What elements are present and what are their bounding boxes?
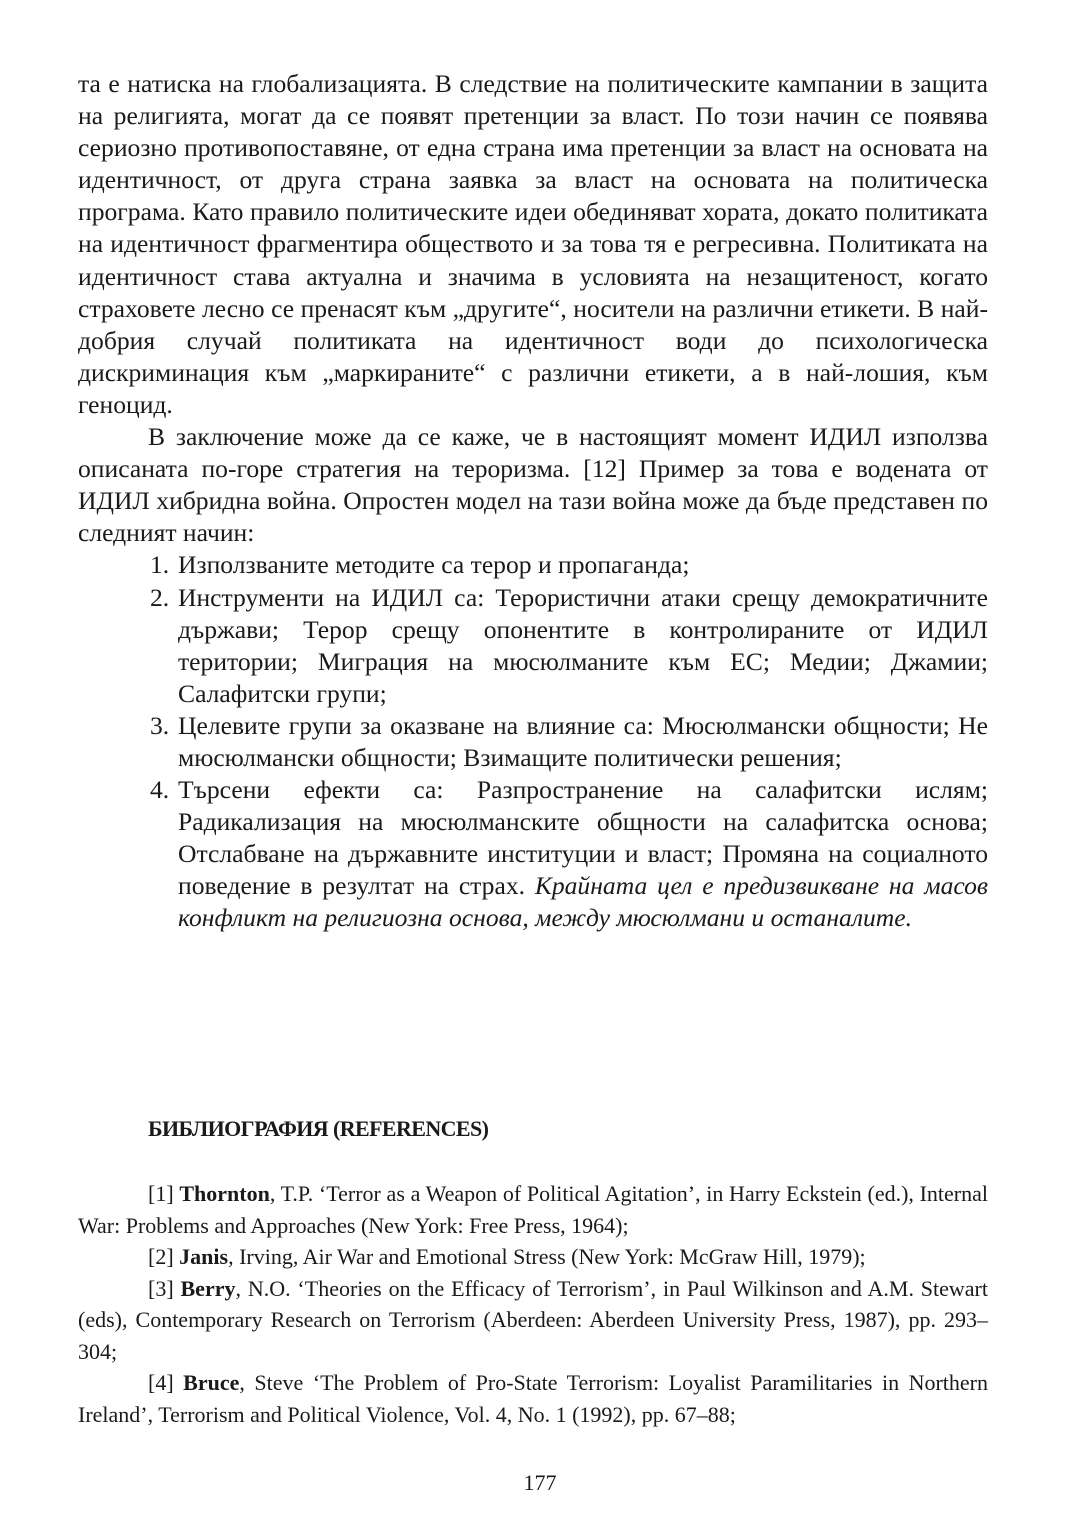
page-number: 177	[523, 1470, 557, 1495]
hybrid-war-model-list	[78, 549, 988, 934]
body-text	[78, 68, 988, 935]
paragraph-conclusion: В заключение може да се каже, че в настоящият момент ИДИЛ използва описаната по-горе стратегия на тероризма. [12] Пример за това е водената от ИДИЛ хибридна война. Опростен модел на тази война може да бъде представен по следният начин:	[78, 422, 988, 548]
paragraph-identity-politics: та е натиска на глобализацията. В следствие на политическите кампании в защита на религията, могат да се появят претенции за власт. По този начин се появява сериозно противопоставяне, от една страна има претенции за власт на основата на идентичност, от друга страна заявка за власт на основата на политическа програма. Като правило политическите идеи обединяват хората, докато политиката на идентичност фрагментира обществото и за това тя е регресивна. Политиката на идентичност става актуална и значима в условията на незащитеност, когато страховете лесно се пренасят към „другите“, носители на различни етикети. В най-добрия случай политиката на идентичност води до психологическа дискриминация към „маркираните“ с различни етикети, а в най-лошия, към геноцид.	[78, 69, 988, 419]
list-item: 1. Използваните методите са терор и пропаганда;	[150, 550, 690, 580]
reference-item: [2] Janis, Irving, Air War and Emotional Stress (New York: McGraw Hill, 1979);	[148, 1244, 866, 1269]
list-item: 2. Инструменти на ИДИЛ са: Терористични атаки срещу демократичните държави; Терор срещу опонентите в контролираните от ИДИЛ територии; Миграция на мюсюлманите към ЕС; Медии; Джамии; Салафитски групи;	[150, 582, 988, 708]
reference-item: [1] Thornton, T.P. ‘Terror as a Weapon of Political Agitation’, in Harry Eckstein (ed.), Internal War: Problems and Approaches (New York: Free Press, 1964);	[78, 1181, 988, 1238]
references-heading: БИБЛИОГРАФИЯ (REFERENCES)	[148, 1116, 489, 1141]
references-list	[78, 1178, 988, 1430]
list-item: 3. Целевите групи за оказване на влияние са: Мюсюлмански общности; Не мюсюлмански общности; Взимащите политически решения;	[150, 710, 988, 772]
reference-item: [4] Bruce, Steve ‘The Problem of Pro-State Terrorism: Loyalist Paramilitaries in Northern Ireland’, Terrorism and Political Violence, Vol. 4, No. 1 (1992), pp. 67–88;	[78, 1370, 988, 1427]
reference-item: [3] Berry, N.O. ‘Theories on the Efficacy of Terrorism’, in Paul Wilkinson and A.M. Stewart (eds), Contemporary Research on Terrorism (Aberdeen: Aberdeen University Press, 1987), pp. 293–304;	[78, 1275, 988, 1364]
list-item: 4. Търсени ефекти са: Разпространение на салафитски ислям; Радикализация на мюсюлманските общности на салафитска основа; Отслабване на държавните институции и власт; Промяна на социалното поведение в резултат на страх. Крайната цел е предизвикване на масов конфликт на религиозна основа, между мюсюлмани и останалите.	[150, 775, 988, 933]
final-goal-italic: Крайната цел е предизвикване на масов конфликт на религиозна основа, между мюсюлмани и останалите.	[178, 871, 988, 933]
